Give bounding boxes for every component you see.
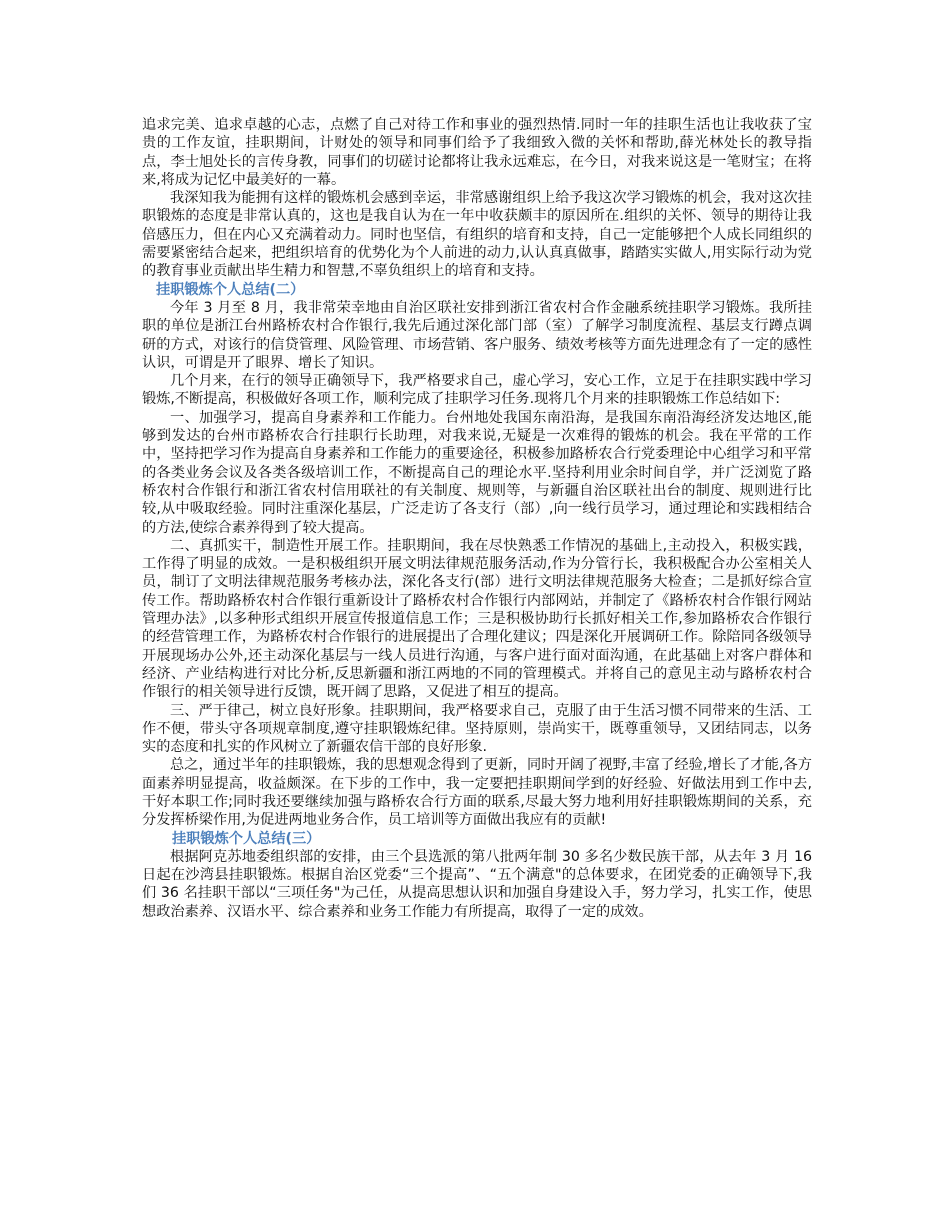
section-2-paragraph-1: 今年 3 月至 8 月，我非常荣幸地由自治区联社安排到浙江省农村合作金融系统挂职学习锻炼。我所挂职的单位是浙江台州路桥农村合作银行,我先后通过深化部门部（室）了解学习制度流程、基层支行蹲点调研的方式，对该行的信贷管理、风险管理、市场营销、客户服务、绩效考核等方面先进理念有了一定的感性认识，可谓是开了眼界、增长了知识。 [142, 299, 812, 371]
section-2-paragraph-3: 一、加强学习，提高自身素养和工作能力。台州地处我国东南沿海，是我国东南沿海经济发达地区,能够到发达的台州市路桥农合行挂职行长助理，对我来说,无疑是一次难得的锻炼的机会。我在平常的工作中，坚持把学习作为提高自身素养和工作能力的重要途径，积极参加路桥农合行党委理论中心组学习和平常的各类业务会议及各类各级培训工作，不断提高自己的理论水平.坚持利用业余时间自学，并广泛浏览了路桥农村合作银行和浙江省农村信用联社的有关制度、规则等，与新疆自治区联社出台的制度、规则进行比较,从中吸取经验。同时注重深化基层，广泛走访了各支行（部）,向一线行员学习，通过理论和实践相结合的方法,使综合素养得到了较大提高。 [142, 409, 812, 536]
section-2-paragraph-6: 总之，通过半年的挂职锻炼，我的思想观念得到了更新，同时开阔了视野,丰富了经验,增长了才能,各方面素养明显提高，收益颇深。在下步的工作中，我一定要把挂职期间学到的好经验、好做法用到工作中去,干好本职工作;同时我还要继续加强与路桥农合行方面的联系,尽最大努力地利用好挂职锻炼期间的关系，充分发挥桥梁作用,为促进两地业务合作，员工培训等方面做出我应有的贡献! [142, 757, 812, 829]
intro-paragraph-1: 追求完美、追求卓越的心志，点燃了自己对待工作和事业的强烈热情.同时一年的挂职生活也让我收获了宝贵的工作友谊，挂职期间，计财处的领导和同事们给予了我细致入微的关怀和帮助,薛光林处长的教导指点，李士旭处长的言传身教，同事们的切磋讨论都将让我永远难忘，在今日，对我来说这是一笔财宝；在将来,将成为记忆中最美好的一幕。 [142, 117, 812, 188]
section-2-paragraph-4: 二、真抓实干，制造性开展工作。挂职期间，我在尽快熟悉工作情况的基础上,主动投入，积极实践，工作得了明显的成效。一是积极组织开展文明法律规范服务活动,作为分管行长，我积极配合办公室相关人员，制订了文明法律规范服务考核办法，深化各支行(部）进行文明法律规范服务大检查；二是抓好综合宣传工作。帮助路桥农村合作银行重新设计了路桥农村合作银行内部网站，并制定了《路桥农村合作银行网站管理办法》,以多种形式组织开展宣传报道信息工作；三是积极协助行长抓好相关工作,参加路桥农合作银行的经营管理工作，为路桥农村合作银行的进展提出了合理化建议；四是深化开展调研工作。除陪同各级领导开展现场办公外,还主动深化基层与一线人员进行沟通，与客户进行面对面沟通，在此基础上对客户群体和经济、产业结构进行对比分析,反思新疆和浙江两地的不同的管理模式。并将自己的意见主动与路桥农村合作银行的相关领导进行反馈，既开阔了思路，又促进了相互的提高。 [142, 537, 812, 701]
section-3-title: 挂职锻炼个人总结(三） [172, 830, 321, 847]
section-2-paragraph-5: 三、严于律己，树立良好形象。挂职期间，我严格要求自己，克服了由于生活习惯不同带来的生活、工作不便，带头守各项规章制度,遵守挂职锻炼纪律。坚持原则，崇尚实干，既尊重领导，又团结同志，以务实的态度和扎实的作风树立了新疆农信干部的良好形象. [142, 702, 812, 756]
section-2-title: 挂职锻炼个人总结(二） [156, 281, 305, 298]
document-page [142, 116, 812, 921]
section-3-paragraph-1: 根据阿克苏地委组织部的安排，由三个县选派的第八批两年制 30 多名少数民族干部，从去年 3 月 16 日起在沙湾县挂职锻炼。根据自治区党委“三个提高”、“五个满意"的总体要求，在团党委的正确领导下,我们 36 名挂职干部以“三项任务"为己任，从提高思想认识和加强自身建设入手，努力学习，扎实工作，使思想政治素养、汉语水平、综合素养和业务工作能力有所提高，取得了一定的成效。 [142, 848, 812, 920]
intro-paragraph-2: 我深知我为能拥有这样的锻炼机会感到幸运，非常感谢组织上给予我这次学习锻炼的机会，我对这次挂职锻炼的态度是非常认真的，这也是我自认为在一年中收获颇丰的原因所在.组织的关怀、领导的期待让我倍感压力，但在内心又充满着动力。同时也坚信，有组织的培育和支持，自己一定能够把个人成长同组织的需要紧密结合起来，把组织培育的优势化为个人前进的动力,认认真真做事，踏踏实实做人,用实际行动为党的教育事业贡献出毕生精力和智慧,不辜负组织上的培育和支持。 [142, 190, 812, 280]
section-2-paragraph-2: 几个月来，在行的领导正确领导下，我严格要求自己，虚心学习，安心工作，立足于在挂职实践中学习锻炼,不断提高，积极做好各项工作，顺利完成了挂职学习任务.现将几个月来的挂职锻炼工作总结如下: [142, 373, 812, 408]
